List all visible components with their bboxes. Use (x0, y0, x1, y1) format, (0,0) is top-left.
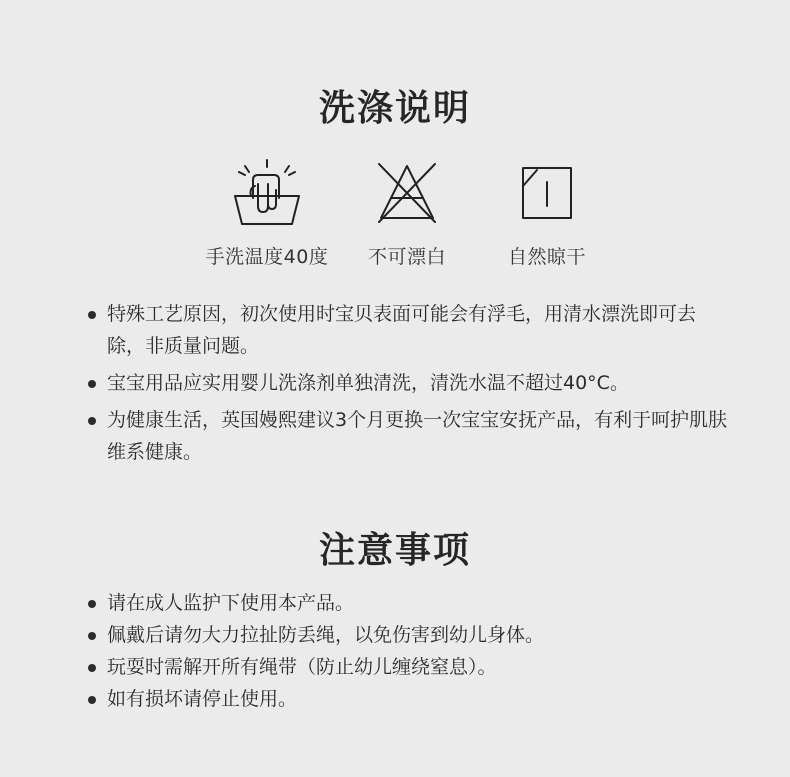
washing-instructions-title: 洗涤说明 (318, 88, 471, 129)
care-symbols (0, 158, 790, 268)
list-item: 特殊工艺原因，初次使用时宝贝表面可能会有浮毛，用清水漂洗即可去除，非质量问题。 (88, 298, 728, 362)
care-symbol-hand-wash (187, 158, 347, 269)
care-label-hand-wash: 手洗温度40度 (205, 246, 329, 268)
list-item: 宝宝用品应实用婴儿洗涤剂单独清洗，清洗水温不超过40°C。 (88, 367, 728, 399)
list-item: 为健康生活，英国嫚熙建议3个月更换一次宝宝安抚产品，有利于呵护肌肤维系健康。 (88, 404, 728, 468)
notice-title: 注意事项 (318, 530, 471, 571)
do-not-bleach-icon (371, 158, 443, 228)
list-item: 玩耍时需解开所有绳带（防止幼儿缠绕窒息）。 (88, 651, 728, 683)
care-label-no-bleach: 不可漂白 (367, 246, 446, 268)
hand-wash-icon (231, 158, 303, 228)
list-item: 如有损坏请停止使用。 (88, 683, 728, 715)
care-label-line-dry: 自然晾干 (507, 246, 586, 268)
notice-list (88, 587, 728, 715)
care-symbol-line-dry (467, 158, 627, 269)
washing-notes-list (88, 298, 728, 473)
care-symbol-no-bleach (327, 158, 487, 269)
list-item: 佩戴后请勿大力拉扯防丢绳，以免伤害到幼儿身体。 (88, 619, 728, 651)
list-item: 请在成人监护下使用本产品。 (88, 587, 728, 619)
line-dry-icon (511, 158, 583, 228)
